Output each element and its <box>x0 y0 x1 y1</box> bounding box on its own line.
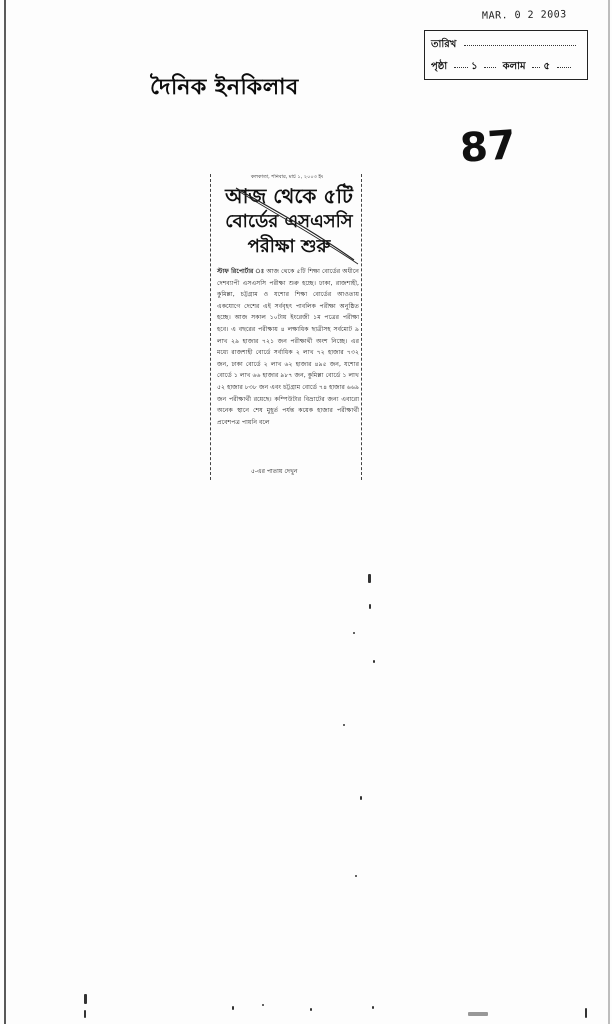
scan-speck <box>368 574 371 583</box>
scan-speck <box>262 1004 264 1006</box>
article-body <box>217 266 359 428</box>
stamp-page-row <box>431 59 571 76</box>
scan-speck <box>84 1010 86 1018</box>
scan-edge-left <box>4 0 6 1024</box>
article-text: আজ থেকে ৫টি শিক্ষা বোর্ডের অধীনে দেশব্যাপী এসএসসি পরীক্ষা শুরু হচ্ছে। ঢাকা, রাজশাহী, কুমিল্লা, চট্টগ্রাম ও যশোর শিক্ষা বোর্ডের আওতায় একযোগে দেশের এই সর্ববৃহৎ পাবলিক পরীক্ষা অনুষ্ঠিত হচ্ছে। আজ সকাল ১০টায় ইংরেজী ১ম পত্রের পরীক্ষা হবে। এ বছরের পরীক্ষায় ৪ লক্ষাধিক ছাত্রীসহ সর্বমোট ৯ লাখ ২৯ হাজার ৭২১ জন পরীক্ষার্থী অংশ নিচ্ছে। এর মধ্যে রাজশাহী বোর্ডে সর্বাধিক ২ লাখ ৭২ হাজার ৭৩২ জন, ঢাকা বোর্ডে ২ লাখ ৬২ হাজার ৪৯৫ জন, যশোর বোর্ডে ১ লাখ ৬৬ হাজার ৯৮৭ জন, কুমিল্লা বোর্ডে ১ লাখ ৫২ হাজার ৮৩৮ জন এবং চট্টগ্রাম বোর্ডে ৭৪ হাজার ৬৬৯ জন পরীক্ষার্থী রয়েছে। কম্পিউটার বিভ্রাটের জন্য এবারো অনেক স্থানে শেষ মুহূর্ত পর্যন্ত কয়েক হাজার পরীক্ষার্থী প্রবেশপত্র পায়নি বলে <box>217 268 359 426</box>
scan-speck <box>468 1012 488 1016</box>
headline-line: বোর্ডের এসএসসি <box>225 211 353 232</box>
article-byline: স্টাফ রিপোর্টার ঃ <box>217 268 265 275</box>
scan-speck <box>84 994 87 1004</box>
stamp-date-label: তারিখ <box>431 39 457 50</box>
scan-edge-right <box>608 0 610 1024</box>
stamp-date-row <box>431 37 576 54</box>
archive-stamp-box <box>424 30 588 80</box>
scan-speck <box>372 1006 374 1009</box>
stamp-dotted-line <box>532 65 540 68</box>
stamp-dotted-line <box>484 65 496 68</box>
scan-speck <box>310 1008 312 1011</box>
stamp-dotted-line <box>454 65 468 68</box>
pen-strike-mark <box>226 186 366 266</box>
stamp-page-label: পৃষ্ঠা <box>431 61 448 72</box>
headline-line: আজ থেকে ৫টি <box>225 184 353 208</box>
scan-speck <box>232 1006 234 1010</box>
scan-speck <box>355 875 357 877</box>
newspaper-name: দৈনিক ইনকিলাব <box>150 74 299 100</box>
scan-speck <box>369 604 371 609</box>
clipping-masthead: কলকাতা, শনিবার, মার্চ ১, ২০০৩ ইং <box>250 174 324 180</box>
scan-speck <box>343 724 345 726</box>
scan-speck <box>360 796 362 800</box>
date-stamp: MAR. 0 2 2003 <box>481 9 567 22</box>
stamp-dotted-line <box>464 43 576 46</box>
stamp-column-value: ৫ <box>543 61 551 72</box>
continued-note: ৫-এর পাতায় দেখুন <box>251 468 298 475</box>
handwritten-page-number: 87 <box>458 122 518 172</box>
stamp-page-value: ১ <box>471 61 478 72</box>
scan-speck <box>353 632 355 634</box>
scan-speck <box>585 1008 587 1018</box>
headline-line: পরীক্ষা শুরু <box>247 236 331 257</box>
scan-speck <box>373 660 375 663</box>
stamp-column-label: কলাম <box>502 61 526 72</box>
stamp-dotted-line <box>557 65 571 68</box>
